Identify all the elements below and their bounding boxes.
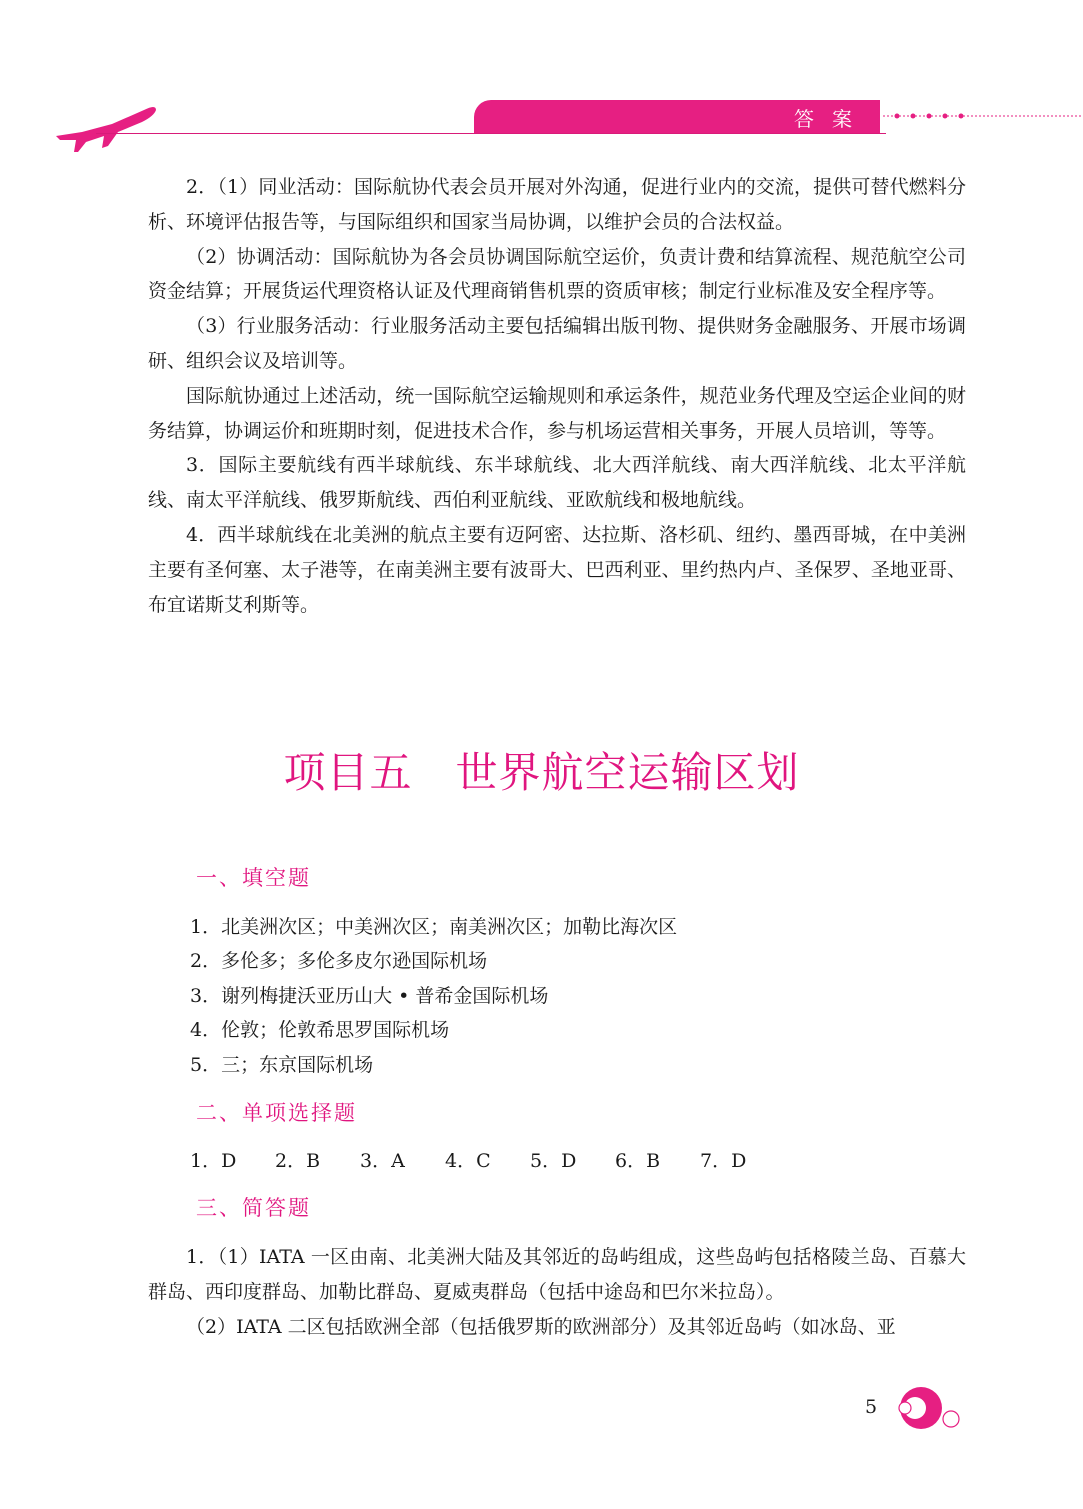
list-item: 3．谢列梅捷沃亚历山大 • 普希金国际机场: [190, 984, 549, 1007]
answer-item: 4．C: [445, 1150, 491, 1172]
answer-item: 3．A: [360, 1150, 405, 1172]
paragraph: （3）行业服务活动：行业服务活动主要包括编辑出版刊物、提供财务金融服务、开展市场调研、组织会议及培训等。: [148, 315, 966, 372]
list-item: 2．多伦多；多伦多皮尔逊国际机场: [190, 950, 488, 973]
header-tab: [474, 100, 880, 133]
body-text: [148, 170, 966, 622]
paragraph: （2）协调活动：国际航协为各会员协调国际航空运价，负责计费和结算流程、规范航空公司资金结算；开展货运代理资格认证及代理商销售机票的资质审核；制定行业标准及安全程序等。: [148, 245, 966, 303]
answer-item: 2．B: [275, 1150, 321, 1172]
paragraph: 4．西半球航线在北美洲的航点主要有迈阿密、达拉斯、洛杉矶、纽约、墨西哥城，在中美洲主要有圣何塞、太子港等，在南美洲主要有波哥大、巴西利亚、里约热内卢、圣保罗、圣地亚哥、布宜诺斯艾利斯等。: [148, 523, 966, 616]
paragraph: 3．国际主要航线有西半球航线、东半球航线、北大西洋航线、南大西洋航线、北太平洋航线、南太平洋航线、俄罗斯航线、西伯利亚航线、亚欧航线和极地航线。: [148, 454, 966, 512]
section-heading: 三、简答题: [196, 1196, 311, 1220]
answer-item: 6．B: [615, 1150, 661, 1172]
answer-item: 1．D: [190, 1150, 237, 1172]
header-label: 答案: [794, 107, 870, 131]
chapter-title: 项目五 世界航空运输区划: [283, 748, 800, 797]
header-rule: [96, 133, 886, 134]
list-item: 5．三；东京国际机场: [190, 1053, 374, 1076]
section-heading: 二、单项选择题: [196, 1101, 357, 1125]
answer-row: [190, 1146, 785, 1173]
paragraph: 2．（1）同业活动：国际航协代表会员开展对外沟通，促进行业内的交流，提供可替代燃料分析、环境评估报告等，与国际组织和国家当局协调，以维护会员的合法权益。: [148, 176, 966, 233]
section-heading: 一、填空题: [196, 866, 311, 890]
answer-item: 5．D: [530, 1150, 577, 1172]
paragraph: 国际航协通过上述活动，统一国际航空运输规则和承运条件，规范业务代理及空运企业间的财务结算，协调运价和班期时刻，促进技术合作，参与机场运营相关事务，开展人员培训，等等。: [148, 384, 966, 442]
list-item: 1．北美洲次区；中美洲次区；南美洲次区；加勒比海次区: [190, 916, 678, 938]
paragraph: 1．（1）IATA 一区由南、北美洲大陆及其邻近的岛屿组成，这些岛屿包括格陵兰岛、百慕大群岛、西印度群岛、加勒比群岛、夏威夷群岛（包括中途岛和巴尔米拉岛）。: [148, 1246, 966, 1303]
dotted-line-decoration: [883, 111, 1083, 121]
page-circles-icon: [895, 1386, 965, 1432]
answer-item: 7．D: [700, 1150, 747, 1172]
paragraph: （2）IATA 二区包括欧洲全部（包括俄罗斯的欧洲部分）及其邻近岛屿（如冰岛、亚: [186, 1315, 896, 1338]
fill-in-list: [190, 910, 677, 1082]
short-answer-text: [148, 1240, 966, 1344]
page-number: 5: [865, 1396, 878, 1418]
list-item: 4．伦敦；伦敦希思罗国际机场: [190, 1019, 450, 1042]
